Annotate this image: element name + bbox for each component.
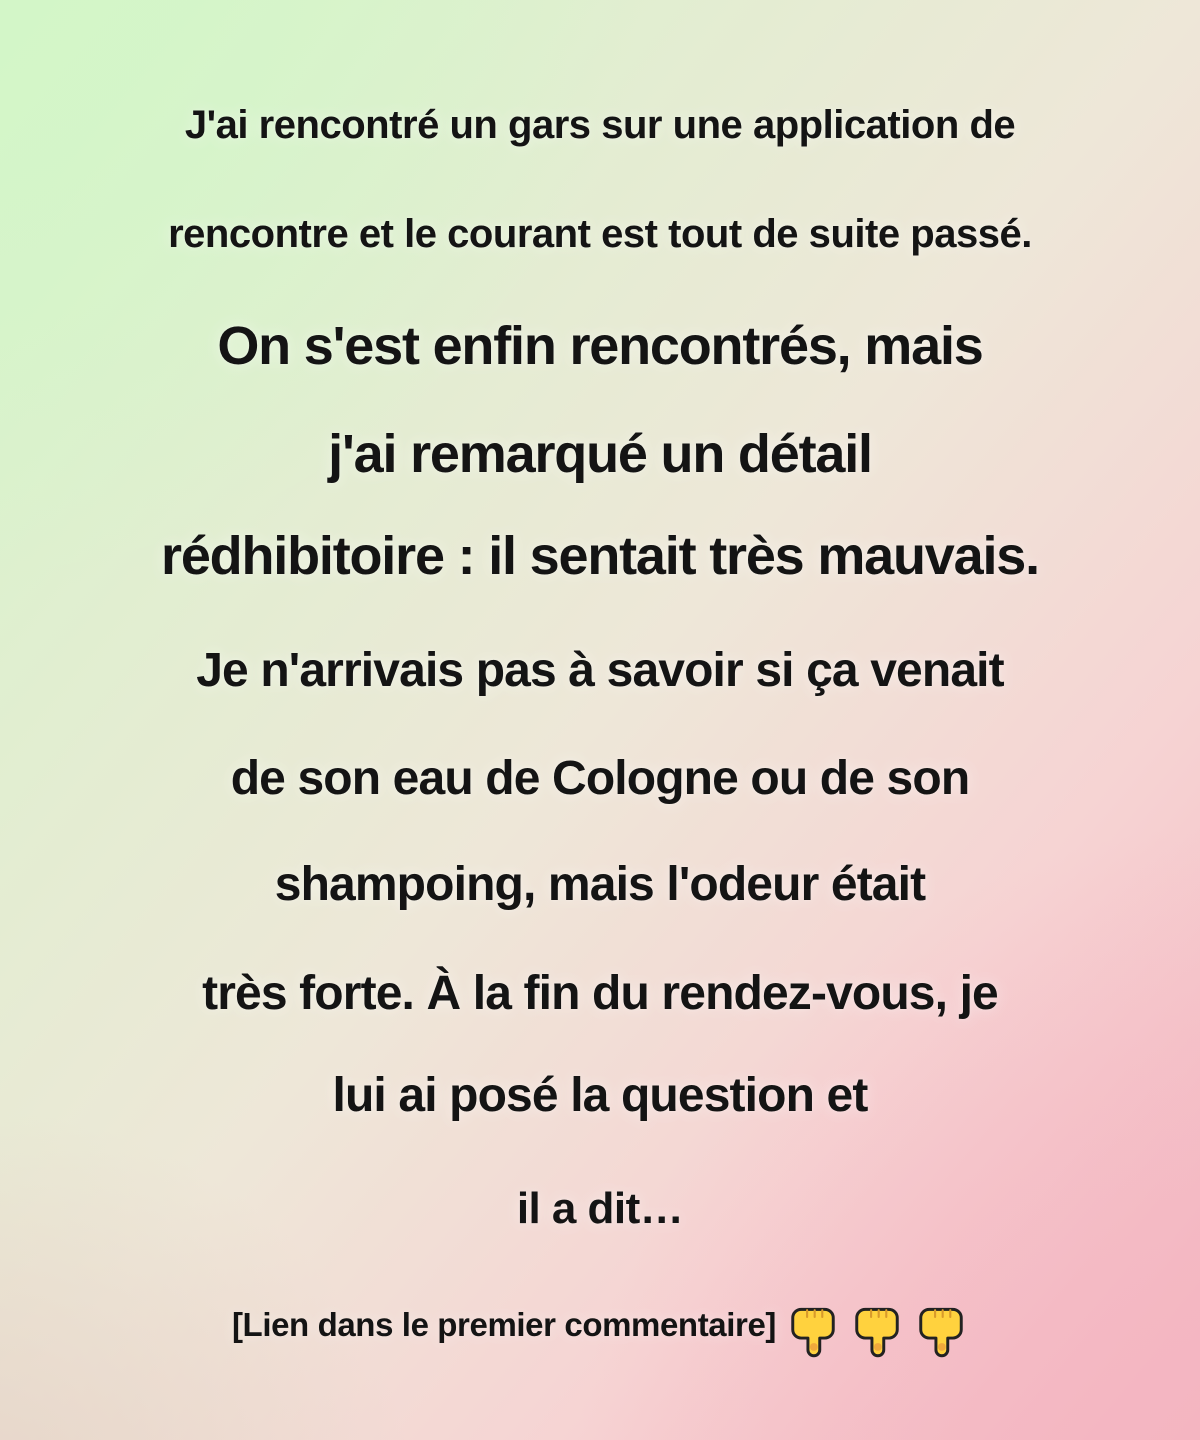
backhand-index-pointing-down-icon [914,1306,968,1360]
footer-row [0,1292,1200,1360]
backhand-index-pointing-down-icon [850,1306,904,1360]
story-line: lui ai posé la question et [332,1069,868,1122]
story-line: Je n'arrivais pas à savoir si ça venait [196,644,1004,697]
backhand-index-pointing-down-icon [786,1306,840,1360]
link-in-comment-label: [Lien dans le premier commentaire] [231,1306,777,1343]
story-line: très forte. À la fin du rendez-vous, je [202,967,998,1020]
story-line: shampoing, mais l'odeur était [274,858,926,911]
story-line: de son eau de Cologne ou de son [230,752,970,805]
story-line-emphasis: j'ai remarqué un détail [328,424,872,484]
story-line-emphasis: On s'est enfin rencontrés, mais [217,316,983,376]
story-line: J'ai rencontré un gars sur une application de [184,103,1016,147]
story-line-emphasis: rédhibitoire : il sentait très mauvais. [161,526,1039,586]
story-line: rencontre et le courant est tout de suite passé. [168,212,1032,256]
story-line-teaser: il a dit… [516,1184,684,1233]
